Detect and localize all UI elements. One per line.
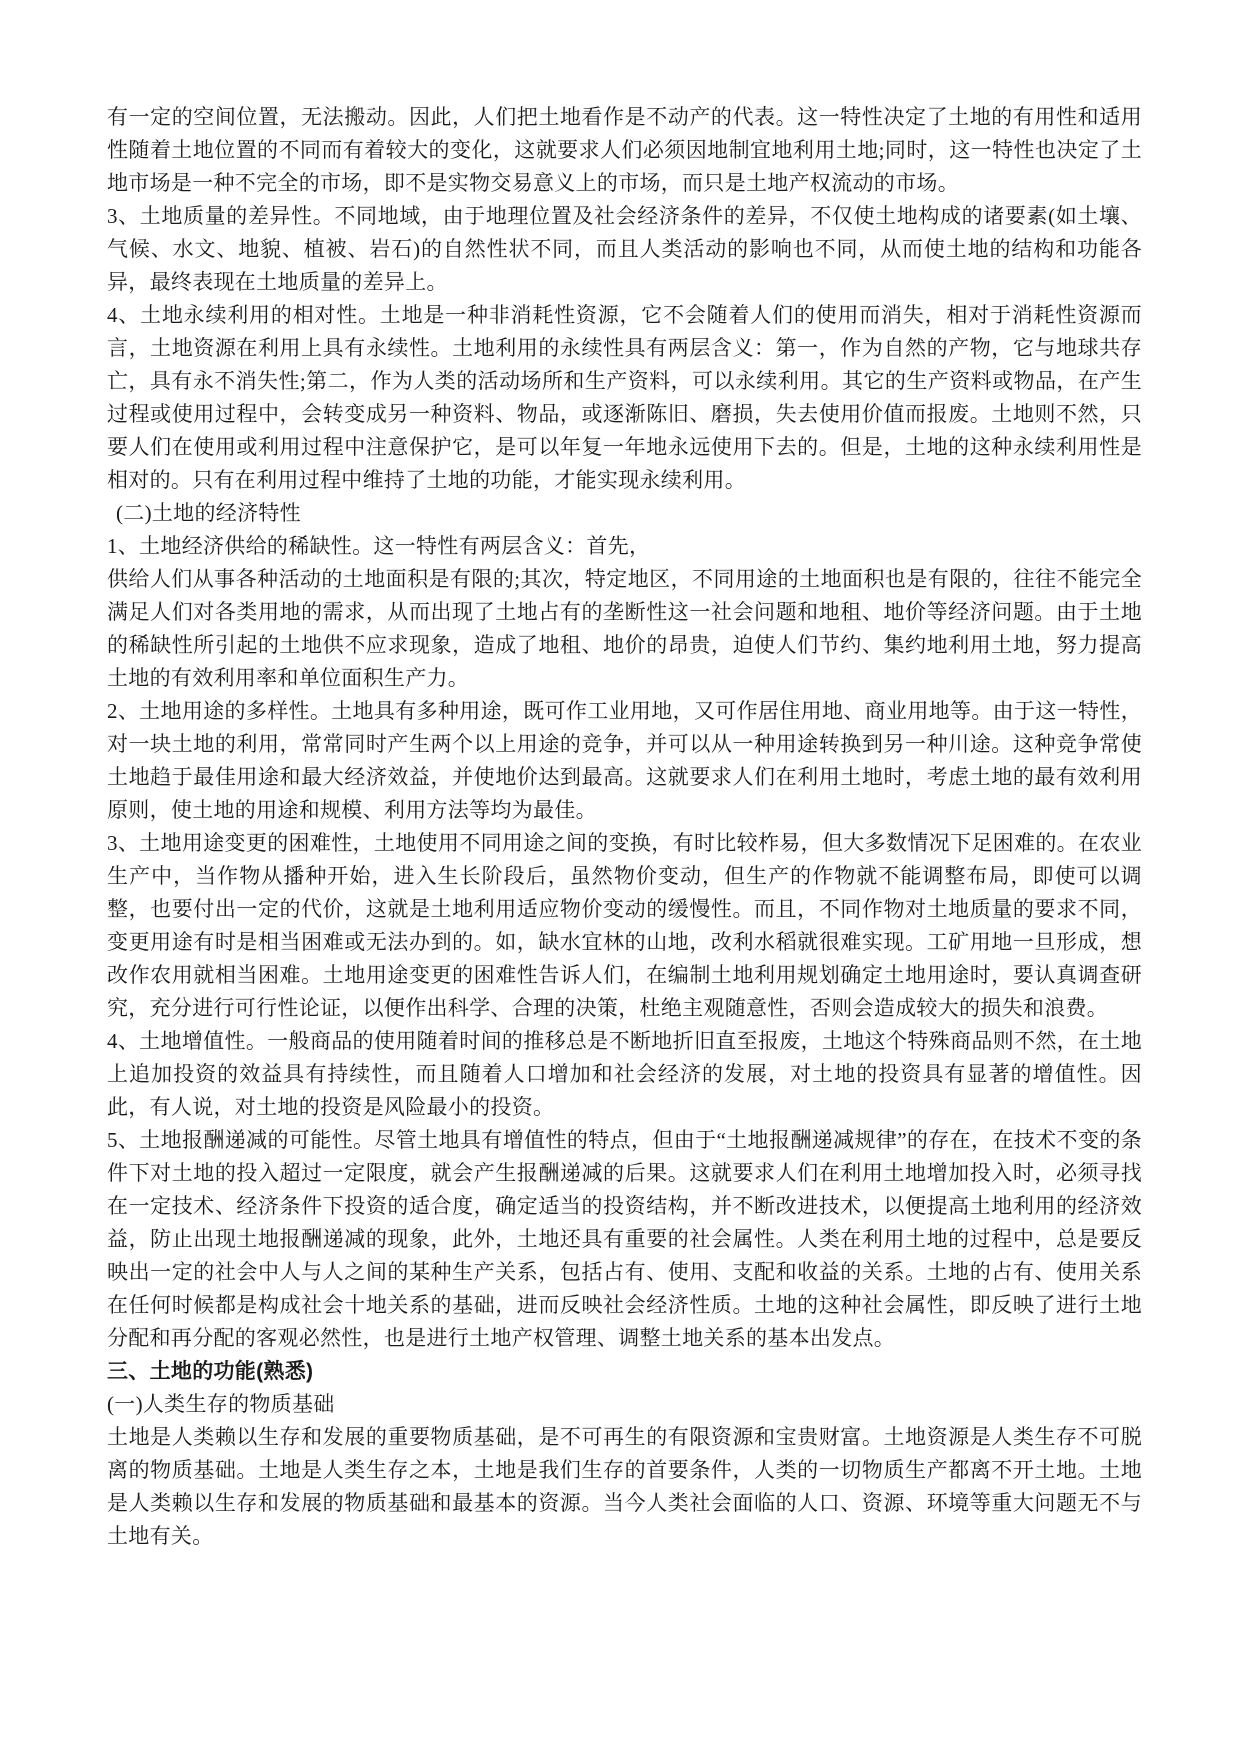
paragraph-item-3-use-change-difficulty: 3、土地用途变更的困难性，土地使用不同用途之间的变换，有时比较柞易，但大多数情况下足困难的。在农业生产中，当作物从播种开始，进入生长阶段后，虽然物价变动，但生产的作物就不能调整布局，即使可以调整，也要付出一定的代价，这就是土地利用适应物价变动的缓慢性。而且，不同作物对土地质量的要求不同，变更用途有时是相当困难或无法办到的。如，缺水宜林的山地，改利水稻就很难实现。工矿用地一旦形成，想改作农用就相当困难。土地用途变更的困难性告诉人们，在编制土地利用规划确定土地用途时，要认真调查研究，充分进行可行性论证，以便作出科学、合理的决策，杜绝主观随意性，否则会造成较大的损失和浪费。 xyxy=(107,831,1142,1020)
paragraph-item-1-scarcity-body: 供给人们从事各种活动的土地面积是有限的;其次，特定地区，不同用途的土地面积也是有限的，往往不能完全满足人们对各类用地的需求，从而出现了土地占有的垄断性这一社会问题和地租、地价等经济问题。由于土地的稀缺性所引起的土地供不应求现象，造成了地租、地价的昂贵，迫使人们节约、集约地利用土地，努力提高土地的有效利用率和单位面积生产力。 xyxy=(107,567,1142,690)
paragraph-item-4-land-sustainable-use: 4、土地永续利用的相对性。土地是一种非消耗性资源，它不会随着人们的使用而消失，相对于消耗性资源而言，土地资源在利用上具有永续性。土地利用的永续性具有两层含义：第一，作为自然的产物，它与地球共存亡，具有永不消失性;第二，作为人类的活动场所和生产资料，可以永续利用。其它的生产资料或物品，在产生过程或使用过程中，会转变成另一种资料、物品，或逐渐陈旧、磨损，失去使用价值而报废。土地则不然，只要人们在使用或利用过程中注意保护它，是可以年复一年地永远使用下去的。但是，土地的这种永续利用性是相对的。只有在利用过程中维持了土地的功能，才能实现永续利用。 xyxy=(107,303,1142,492)
paragraph-item-1-scarcity-lead: 1、土地经济供给的稀缺性。这一特性有两层含义：首先， xyxy=(107,534,651,558)
paragraph-material-basis-body: 土地是人类赖以生存和发展的重要物质基础，是不可再生的有限资源和宝贵财富。土地资源是人类生存不可脱离的物质基础。土地是人类生存之本，土地是我们生存的首要条件，人类的一切物质生产都离不开土地。土地是人类赖以生存和发展的物质基础和最基本的资源。当今人类社会面临的人口、资源、环境等重大问题无不与土地有关。 xyxy=(107,1425,1142,1548)
document-body xyxy=(107,101,1142,1553)
paragraph-continuation-land-location: 有一定的空间位置，无法搬动。因此，人们把土地看作是不动产的代表。这一特性决定了土地的有用性和适用性随着土地位置的不同而有着较大的变化，这就要求人们必须因地制宜地利用土地;同时，这一特性也决定了土地市场是一种不完全的市场，即不是实物交易意义上的市场，而只是土地产权流动的市场。 xyxy=(107,105,1142,195)
paragraph-item-2-use-diversity: 2、土地用途的多样性。土地具有多种用途，既可作工业用地，又可作居住用地、商业用地等。由于这一特性，对一块土地的利用，常常同时产生两个以上用途的竞争，并可以从一种用途转换到另一种川途。这种竞争常使土地趋于最佳用途和最大经济效益，并使地价达到最高。这就要求人们在利用土地时，考虑土地的最有效利用原则，使土地的用途和规模、利用方法等均为最佳。 xyxy=(107,699,1142,822)
subsection-heading-material-basis: (一)人类生存的物质基础 xyxy=(107,1392,335,1416)
section-heading-land-functions: 三、土地的功能(熟悉) xyxy=(107,1360,314,1383)
paragraph-item-3-land-quality-difference: 3、土地质量的差异性。不同地域，由于地理位置及社会经济条件的差异，不仅使土地构成的诸要素(如土壤、气候、水文、地貌、植被、岩石)的自然性状不同，而且人类活动的影响也不同，从而使土地的结构和功能各异，最终表现在土地质量的差异上。 xyxy=(107,204,1142,294)
paragraph-item-5-diminishing-returns: 5、土地报酬递减的可能性。尽管土地具有增值性的特点，但由于“土地报酬递减规律”的存在，在技术不变的条件下对土地的投入超过一定限度，就会产生报酬递减的后果。这就要求人们在利用土地增加投入时，必须寻找在一定技术、经济条件下投资的适合度，确定适当的投资结构，并不断改进技术，以便提高土地利用的经济效益，防止出现土地报酬递减的现象，此外，土地还具有重要的社会属性。人类在利用土地的过程中，总是要反映出一定的社会中人与人之间的某种生产关系，包括占有、使用、支配和收益的关系。土地的占有、使用关系在任何时候都是构成社会十地关系的基础，进而反映社会经济性质。土地的这种社会属性，即反映了进行土地分配和再分配的客观必然性，也是进行土地产权管理、调整土地关系的基本出发点。 xyxy=(107,1128,1142,1350)
paragraph-item-4-value-appreciation: 4、土地增值性。一般商品的使用随着时间的推移总是不断地折旧直至报废，土地这个特殊商品则不然，在土地上追加投资的效益具有持续性，而且随着人口增加和社会经济的发展，对土地的投资具有显著的增值性。因此，有人说，对土地的投资是风险最小的投资。 xyxy=(107,1029,1142,1119)
subsection-heading-economic-characteristics: (二)土地的经济特性 xyxy=(116,501,301,525)
